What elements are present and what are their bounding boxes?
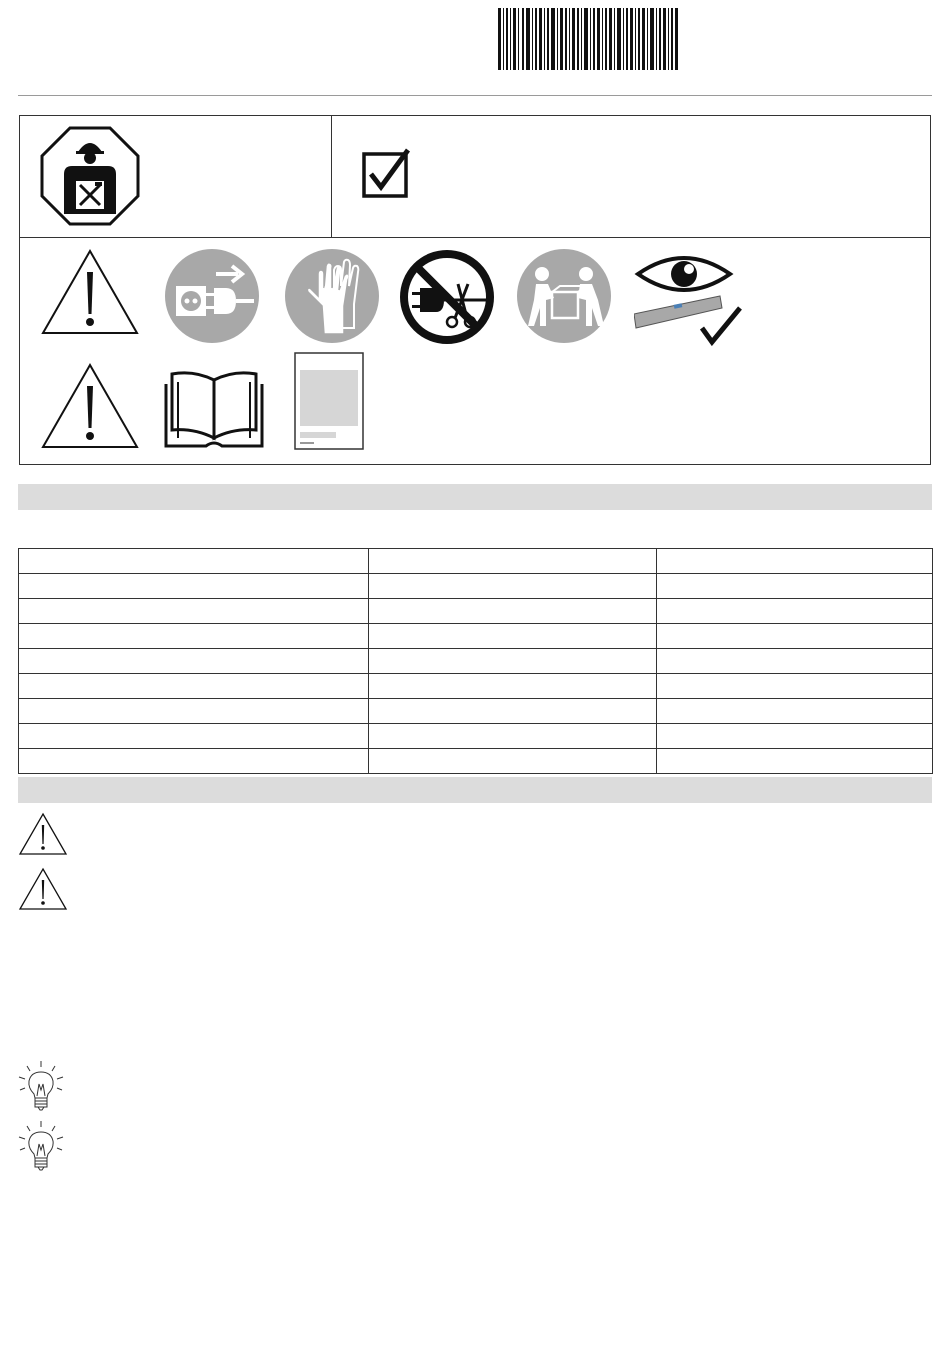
frame-vertical-divider: [331, 115, 332, 238]
table-cell: [369, 574, 657, 599]
table-cell: [657, 624, 933, 649]
specifications-table: [18, 548, 933, 774]
table-row: [19, 699, 933, 724]
table-cell: [19, 549, 369, 574]
table-cell: [19, 749, 369, 774]
frame-horizontal-divider: [19, 237, 931, 238]
table-cell: [19, 724, 369, 749]
table-cell: [657, 574, 933, 599]
section-heading-bar: [18, 777, 932, 803]
table-cell: [369, 674, 657, 699]
table-cell: [657, 599, 933, 624]
table-cell: [19, 674, 369, 699]
document-sheet-icon: [294, 352, 364, 450]
table-cell: [369, 549, 657, 574]
table-row: [19, 724, 933, 749]
table-cell: [657, 649, 933, 674]
table-row: [19, 624, 933, 649]
table-cell: [657, 699, 933, 724]
table-cell: [369, 699, 657, 724]
table-cell: [657, 674, 933, 699]
visual-check-level-icon: [634, 252, 746, 348]
barcode: [498, 8, 678, 70]
table-row: [19, 749, 933, 774]
warning-triangle-icon: [40, 248, 140, 336]
table-cell: [19, 574, 369, 599]
disconnect-power-icon: [164, 248, 260, 344]
protective-gloves-icon: [284, 248, 380, 344]
checked-checkbox-icon: [362, 148, 412, 198]
table-row: [19, 549, 933, 574]
installer-technician-icon: [40, 126, 140, 226]
table-cell: [19, 699, 369, 724]
warning-triangle-icon: [40, 362, 140, 450]
table-row: [19, 674, 933, 699]
two-person-lift-icon: [516, 248, 612, 344]
table-row: [19, 649, 933, 674]
section-heading-bar: [18, 484, 932, 510]
warning-triangle-icon: [18, 867, 68, 911]
table-cell: [369, 649, 657, 674]
table-cell: [369, 599, 657, 624]
table-cell: [369, 624, 657, 649]
lightbulb-tip-icon: [16, 1060, 66, 1112]
table-cell: [657, 749, 933, 774]
table-cell: [19, 624, 369, 649]
table-cell: [657, 549, 933, 574]
header-divider: [18, 95, 932, 96]
warning-triangle-icon: [18, 812, 68, 856]
table-cell: [19, 599, 369, 624]
table-cell: [19, 649, 369, 674]
lightbulb-tip-icon: [16, 1120, 66, 1172]
table-row: [19, 574, 933, 599]
table-row: [19, 599, 933, 624]
table-cell: [369, 724, 657, 749]
read-manual-icon: [164, 366, 264, 450]
table-cell: [369, 749, 657, 774]
do-not-cut-cable-icon: [398, 248, 496, 346]
table-cell: [657, 724, 933, 749]
